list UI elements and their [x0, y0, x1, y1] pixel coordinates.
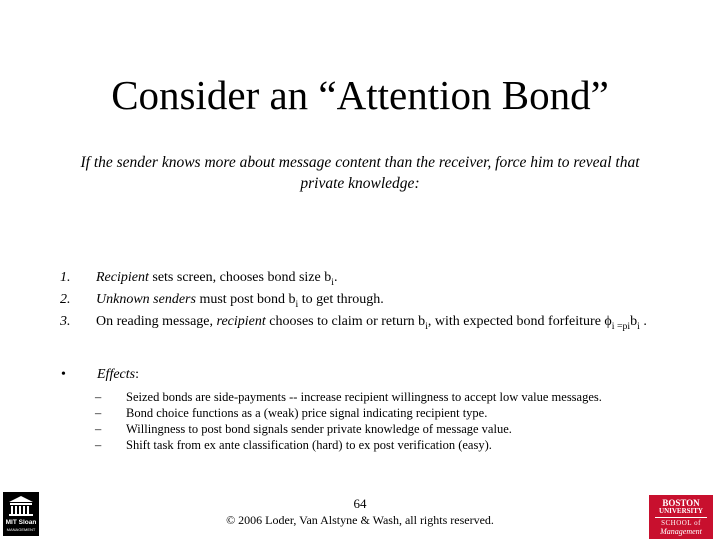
mit-logo-line2: MANAGEMENT	[6, 527, 36, 532]
effect-text: Seized bonds are side-payments -- increase recipient willingness to accept low value messages.	[126, 390, 602, 404]
step-subscript: i	[425, 320, 428, 332]
step-lead: Recipient	[96, 270, 149, 285]
mit-logo-line1: MIT Sloan	[5, 519, 37, 526]
numbered-steps	[60, 269, 660, 334]
step-3	[60, 313, 660, 335]
step-2	[60, 291, 660, 313]
effect-text: Willingness to post bond signals sender private knowledge of message value.	[126, 422, 512, 436]
step-number: 3.	[60, 313, 71, 329]
formula-subscript-p: i	[627, 320, 631, 332]
step-tail: , with expected bond forfeiture ϕ	[427, 313, 612, 329]
bullet-icon: •	[61, 367, 66, 382]
formula-subscript: i =p	[611, 320, 628, 332]
step-subscript: i	[331, 276, 334, 288]
building-icon	[8, 495, 34, 517]
dash-icon: –	[95, 406, 102, 420]
step-subscript: i	[295, 298, 299, 310]
effects-list	[60, 389, 680, 453]
step-body: sets screen, chooses bond size b	[148, 270, 332, 285]
dash-icon: –	[95, 390, 102, 404]
step-tail: .	[333, 270, 338, 285]
bu-logo-line3: SCHOOL of	[661, 519, 701, 527]
dash-icon: –	[95, 438, 102, 452]
list-item	[95, 389, 680, 405]
step-pre: On reading message,	[96, 313, 217, 329]
formula-close: .	[639, 313, 647, 329]
step-1	[60, 269, 660, 291]
formula-subscript-b: i	[637, 320, 640, 332]
page-number: 64	[353, 496, 367, 511]
mit-sloan-logo	[3, 492, 39, 536]
bu-logo-line2: UNIVERSITY	[659, 507, 703, 515]
step-lead: recipient	[216, 313, 266, 329]
step-text	[96, 313, 660, 335]
effect-text: Shift task from ex ante classification (hard) to ex post verification (easy).	[126, 438, 492, 452]
list-item	[95, 437, 680, 453]
formula-b: b	[630, 313, 638, 329]
bu-logo-line4: Management	[660, 527, 702, 536]
step-body: must post bond b	[195, 291, 296, 307]
step-text	[96, 291, 660, 313]
list-item	[95, 421, 680, 437]
step-lead: Unknown senders	[96, 291, 196, 307]
copyright-notice: © 2006 Loder, Van Alstyne & Wash, all rights reserved.	[226, 513, 494, 527]
list-item	[95, 405, 680, 421]
step-text	[96, 269, 660, 291]
step-number: 2.	[60, 291, 71, 307]
effects-label: Effects	[97, 367, 136, 382]
effect-text: Bond choice functions as a (weak) price signal indicating recipient type.	[126, 406, 488, 420]
bu-logo-line1: BOSTON	[662, 498, 700, 508]
step-number: 1.	[60, 270, 71, 285]
bu-logo-divider	[655, 517, 707, 518]
slide-subtitle: If the sender knows more about message content than the receiver, force him to reveal that private knowledge:	[80, 154, 640, 192]
step-body: chooses to claim or return b	[265, 313, 426, 329]
step-tail: to get through.	[298, 291, 384, 307]
effects-colon: :	[135, 367, 139, 382]
dash-icon: –	[95, 422, 102, 436]
boston-university-logo	[649, 495, 713, 539]
effects-section	[60, 366, 680, 453]
slide-title: Consider an “Attention Bond”	[111, 72, 609, 118]
effects-heading	[60, 366, 680, 383]
